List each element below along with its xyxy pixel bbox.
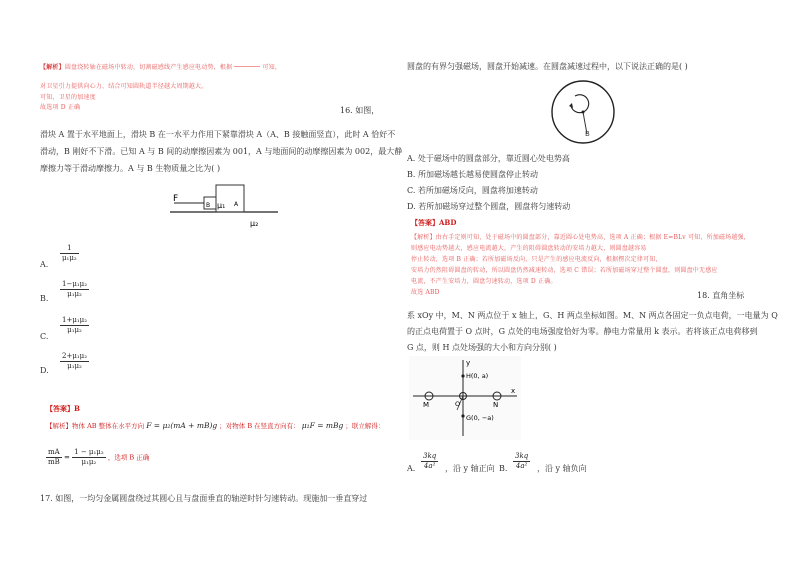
label-g: G(0, −a) xyxy=(466,414,494,422)
option-c-num: 1+μ₁μ₂ xyxy=(62,316,88,324)
q17-option-b: B. 所加磁场越长越易使圆盘停止转动 xyxy=(407,170,538,179)
ratio-tail: ，选项 B 正确 xyxy=(107,453,150,462)
block-b-label: B xyxy=(206,202,211,209)
analysis-block-top xyxy=(40,62,385,114)
q17-line-1: 17. 如图，一均匀金属圆盘绕过其圆心且与盘面垂直的轴逆时针匀速转动。现施加一垂直穿过 xyxy=(40,494,368,503)
option-a-label: A. xyxy=(40,260,49,269)
ratio-left-num: mA xyxy=(46,448,62,458)
analysis-line-1: 圆盘绕转轴在磁场中转动，切割磁感线产生感应电动势，根据 xyxy=(64,64,233,71)
option-c-label: C. xyxy=(40,332,49,341)
q18-line-1: 系 xOy 中，M、N 两点位于 x 轴上，G、H 两点坐标如图。M、N 两点各固定一负点电荷，一电量为 Q xyxy=(407,311,778,320)
q17-disc-figure xyxy=(547,76,621,148)
left-column xyxy=(40,0,403,565)
option-c-den: μ₁μ₂ xyxy=(67,326,82,334)
explanation-16-c: ；联立解得： xyxy=(345,422,385,430)
q18-option-b-label: B. xyxy=(499,464,508,473)
q18-figure xyxy=(409,356,521,440)
explanation-16-b: ；对物体 B 在竖直方向有： xyxy=(219,422,300,430)
ratio-right-den: μ₁μ₂ xyxy=(81,458,97,466)
explanation-17-6: 故选 ABD xyxy=(411,289,440,296)
equation-1: F = μ₂(mA + mB)g xyxy=(146,421,218,430)
ratio-right xyxy=(72,448,105,467)
q18-option-a-frac xyxy=(421,452,438,471)
answer-16: 【答案】B xyxy=(46,404,80,413)
q18-line-3: G 点，则 H 点处场强的大小和方向分别( ) xyxy=(407,343,557,352)
explanation-16-a: 【解析】物体 AB 整体在水平方向 xyxy=(46,422,145,430)
mu2-label: μ₂ xyxy=(250,219,259,228)
answer-17: 【答案】ABD xyxy=(411,218,457,227)
analysis-line-4: 故选项 D 正确 xyxy=(40,104,81,111)
option-b-num: 1−μ₁μ₂ xyxy=(62,280,88,288)
right-column xyxy=(407,0,778,565)
explanation-17-3: 停止转动，选项 B 正确；若所加磁场反向，只是产生的感应电流反向，根据楞次定律可知， xyxy=(411,256,662,263)
q16-line-2: 滑动，B 刚好不下滑。已知 A 与 B 间的动摩擦因素为 001，A 与地面间的动摩擦因素为 002，最大静 xyxy=(40,147,403,156)
rotation-arrow xyxy=(571,95,589,113)
label-h: H(0, a) xyxy=(466,372,489,380)
label-m: M xyxy=(423,401,430,409)
svg-text:B: B xyxy=(585,130,590,138)
option-a-fraction xyxy=(60,244,79,263)
option-a-den: μ₁μ₂ xyxy=(62,254,77,262)
option-b-fraction xyxy=(60,280,89,299)
q17-line-2: 圆盘的有界匀强磁场，圆盘开始减速。在圆盘减速过程中，以下说法正确的是( ) xyxy=(407,62,688,71)
option-d-den: μ₁μ₂ xyxy=(67,362,82,370)
option-b-den: μ₁μ₂ xyxy=(67,290,82,298)
force-label: F xyxy=(173,194,179,204)
analysis-line-3: 可知，卫星的加速度 xyxy=(40,94,96,101)
formula-blur-1 xyxy=(234,63,260,72)
analysis-label: 【解析】 xyxy=(40,64,65,71)
option-b-label: B. xyxy=(40,294,49,303)
ratio-left-den: mB xyxy=(48,458,60,466)
analysis-line-1b: 可知， xyxy=(262,64,282,71)
explanation-17-4: 安培力仍然阻碍圆盘的转动，所以圆盘仍然减速转动，选项 C 错误；若所加磁场穿过整个圆盘，则圆盘中无感应 xyxy=(411,267,718,274)
option-a-num: 1 xyxy=(60,244,79,254)
explanation-17-5: 电流，不产生安培力，圆盘匀速转动，选项 D 正确。 xyxy=(411,278,557,285)
q18-option-a-label: A. xyxy=(407,464,416,473)
explanation-17-1: 【解析】由右手定则可知，处于磁场中的圆盘部分，靠近圆心处电势高，选项 A 正确；根据 E=BLv 可知，所加磁场越强， xyxy=(411,234,750,241)
analysis-line-2: 对卫星引力提供向心力，结合可知圆轨道半径越大周期越大。 xyxy=(40,83,208,90)
ratio-left xyxy=(46,448,62,467)
q18-head: 18. 直角坐标 xyxy=(697,291,745,300)
option-d-label: D. xyxy=(40,366,49,375)
q18-line-2: 的正点电荷置于 O 点时，G 点处的电场强度恰好为零。静电力常量用 k 表示。若将该正点电荷移到 xyxy=(407,327,758,336)
q18-b-num: 3kq xyxy=(515,452,529,460)
option-c-fraction xyxy=(60,316,89,335)
explanation-16 xyxy=(46,420,384,432)
mass-ratio-result xyxy=(46,448,149,467)
q17-option-c: C. 若所加磁场反向，圆盘将加速转动 xyxy=(407,186,538,195)
q17-option-d: D. 若所加磁场穿过整个圆盘，圆盘将匀速转动 xyxy=(407,202,571,211)
q16-intro: 16. 如图， xyxy=(340,106,380,115)
q18-option-b-frac xyxy=(513,452,530,471)
ratio-right-num: 1 − μ₁μ₂ xyxy=(74,448,104,456)
q16-figure xyxy=(170,178,280,236)
block-a-label: A xyxy=(234,201,239,208)
q16-line-1: 滑块 A 置于水平地面上，滑块 B 在一水平力作用下紧靠滑块 A（A、B 接触面竖直），此时 A 恰好不 xyxy=(40,130,396,139)
explanation-17-2: 则感应电动势越大，感应电流越大，产生的阻碍圆盘转动的安培力越大，则圆盘越容易 xyxy=(411,245,647,252)
q18-a-num: 3kq xyxy=(423,452,437,460)
q18-a-den: 4a² xyxy=(423,462,436,470)
option-d-num: 2+μ₁μ₂ xyxy=(62,352,88,360)
y-axis-label: y xyxy=(466,359,471,367)
mu1-label: μ₁ xyxy=(217,201,226,210)
q17-option-a: A. 处于磁场中的圆盘部分，靠近圆心处电势高 xyxy=(407,154,570,163)
x-axis-label: x xyxy=(511,387,516,395)
equation-2: μ₁F = mBg xyxy=(301,421,344,430)
q18-option-b-text: ，沿 y 轴负向 xyxy=(537,464,587,473)
ratio-equals: = xyxy=(64,453,70,462)
q18-option-a-text: ，沿 y 轴正向 xyxy=(445,464,495,473)
option-d-fraction xyxy=(60,352,89,371)
q16-line-3: 摩擦力等于滑动摩擦力。A 与 B 生物质量之比为( ) xyxy=(40,164,221,173)
label-n: N xyxy=(493,401,499,409)
label-o: O xyxy=(455,400,461,408)
q18-b-den: 4a² xyxy=(515,462,528,470)
